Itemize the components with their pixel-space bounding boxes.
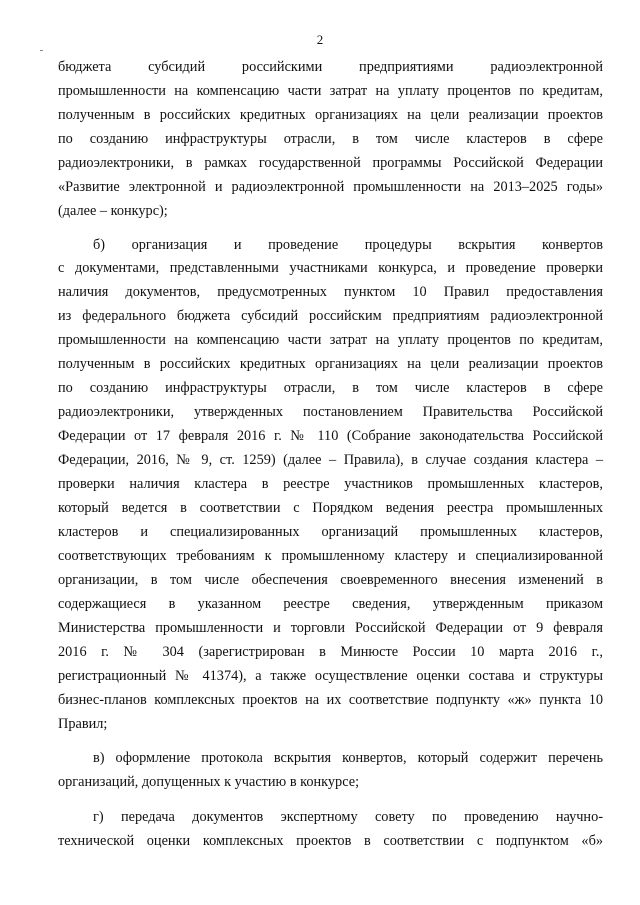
- text-line: бюджета субсидий российскими предприятиями радиоэлектронной: [58, 59, 603, 75]
- text-line: содержащиеся в указанном реестре сведения, утвержденным приказом: [58, 596, 603, 612]
- text-line: проверки наличия кластера в реестре участников промышленных кластеров,: [58, 476, 603, 492]
- text-line: полученным в российских кредитных организациях на цели реализации проектов: [58, 107, 603, 123]
- text-line: с документами, представленными участниками конкурса, и проведение проверки: [58, 260, 603, 276]
- text-line: кластеров и специализированных организаций промышленных кластеров,: [58, 524, 603, 540]
- text-line: Министерства промышленности и торговли Российской Федерации от 9 февраля: [58, 620, 603, 636]
- text-line: по созданию инфраструктуры отрасли, в том числе кластеров в сфере: [58, 380, 603, 396]
- text-line: в) оформление протокола вскрытия конвертов, который содержит перечень: [93, 750, 603, 766]
- text-line: «Развитие электронной и радиоэлектронной промышленности на 2013–2025 годы»: [58, 179, 603, 195]
- text-line: организации, в том числе обеспечения своевременного внесения изменений в: [58, 572, 603, 588]
- text-line: из федерального бюджета субсидий российским предприятиям радиоэлектронной: [58, 308, 603, 324]
- text-line: Федерации от 17 февраля 2016 г. № 110 (Собрание законодательства Российской: [58, 428, 603, 444]
- text-line: г) передача документов экспертному совету по проведению научно-: [93, 809, 603, 825]
- text-line: бизнес-планов комплексных проектов на их соответствие подпункту «ж» пункта 10: [58, 692, 603, 708]
- scan-mark: [40, 50, 43, 51]
- text-line: организаций, допущенных к участию в конкурсе;: [58, 774, 360, 790]
- text-line: Правил;: [58, 716, 108, 732]
- text-line: радиоэлектроники, в рамках государственной программы Российской Федерации: [58, 155, 603, 171]
- text-line: промышленности на компенсацию части затрат на уплату процентов по кредитам,: [58, 332, 603, 348]
- text-line: 2016 г. № 304 (зарегистрирован в Минюсте России 10 марта 2016 г.,: [58, 644, 603, 660]
- text-line: по созданию инфраструктуры отрасли, в том числе кластеров в сфере: [58, 131, 603, 147]
- text-line: промышленности на компенсацию части затрат на уплату процентов по кредитам,: [58, 83, 603, 99]
- page-number: 2: [316, 32, 324, 47]
- text-line: технической оценки комплексных проектов в соответствии с подпунктом «б»: [58, 833, 603, 849]
- text-line: полученным в российских кредитных организациях на цели реализации проектов: [58, 356, 603, 372]
- text-line: который ведется в соответствии с Порядком ведения реестра промышленных: [58, 500, 603, 516]
- text-line: б) организация и проведение процедуры вскрытия конвертов: [93, 237, 603, 253]
- text-line: регистрационный № 41374), а также осуществление оценки состава и структуры: [58, 668, 603, 684]
- text-line: (далее – конкурс);: [58, 203, 168, 219]
- text-line: наличия документов, предусмотренных пунктом 10 Правил предоставления: [58, 284, 603, 300]
- text-line: Федерации, 2016, № 9, ст. 1259) (далее – Правила), в случае создания кластера –: [58, 452, 603, 468]
- text-line: радиоэлектроники, утвержденных постановлением Правительства Российской: [58, 404, 603, 420]
- text-line: соответствующих требованиям к промышленному кластеру и специализированной: [58, 548, 603, 564]
